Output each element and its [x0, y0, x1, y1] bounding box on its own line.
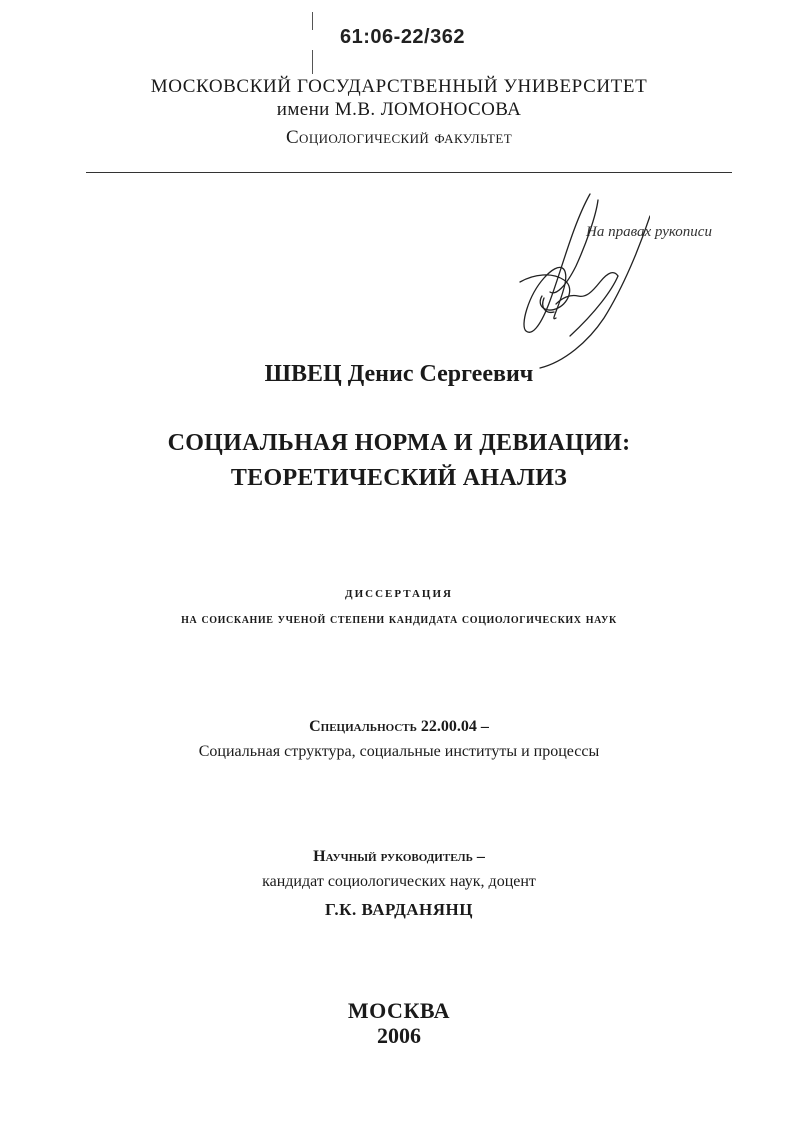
dissertation-label: диссертация [345, 585, 453, 601]
thesis-title-line1: СОЦИАЛЬНАЯ НОРМА И ДЕВИАЦИИ: [167, 430, 631, 456]
advisor-title: кандидат социологических наук, доцент [262, 873, 536, 890]
city: МОСКВА [347, 998, 451, 1023]
catalog-stamp: 61:06-22/362 [340, 26, 465, 48]
signature-icon [500, 186, 650, 371]
author-name: ШВЕЦ Денис Сергеевич [264, 361, 534, 387]
scan-mark-line [312, 50, 313, 74]
header-divider [86, 172, 732, 173]
thesis-title-line2: ТЕОРЕТИЧЕСКИЙ АНАЛИЗ [230, 465, 568, 491]
specialty-description: Социальная структура, социальные институты и процессы [198, 743, 600, 760]
dissertation-description: на соискание ученой степени кандидата социологических наук [181, 612, 617, 627]
manuscript-note: На правах рукописи [586, 224, 712, 240]
faculty-name: Социологический факультет [285, 127, 513, 148]
university-name-line2: имени М.В. ЛОМОНОСОВА [276, 99, 522, 120]
advisor-name: Г.К. ВАРДАНЯНЦ [324, 900, 473, 919]
advisor-label: Научный руководитель – [313, 848, 485, 865]
scan-mark-line [312, 12, 313, 30]
university-name: МОСКОВСКИЙ ГОСУДАРСТВЕННЫЙ УНИВЕРСИТЕТ [150, 76, 648, 97]
year: 2006 [377, 1023, 421, 1048]
specialty-label: Специальность 22.00.04 – [309, 718, 489, 735]
